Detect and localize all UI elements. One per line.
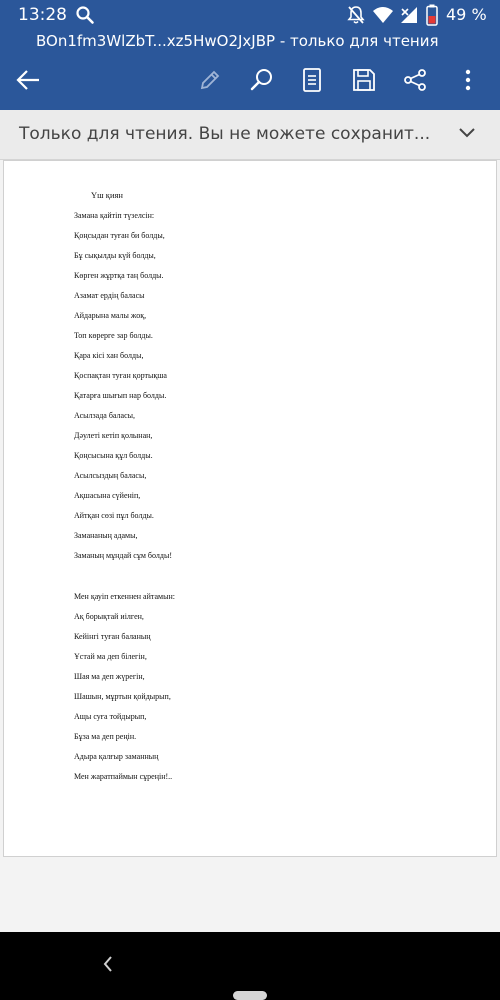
poem-body xyxy=(74,185,175,787)
poem-line: Шашын, мұртын қойдырып, xyxy=(74,692,171,701)
status-time: 13:28 xyxy=(18,5,67,25)
signal-icon xyxy=(399,5,419,30)
search-button[interactable] xyxy=(242,62,282,102)
poem-line: Бұза ма деп реңін. xyxy=(74,732,137,741)
poem-line: Ақ борықтай иілген, xyxy=(74,612,144,621)
battery-percentage: 49 % xyxy=(446,5,487,24)
app-bar xyxy=(0,0,500,110)
back-button[interactable] xyxy=(8,62,48,102)
poem-line: Адыра қалғыр заманның xyxy=(74,752,159,761)
status-bar xyxy=(0,0,500,30)
document-page[interactable] xyxy=(3,160,497,857)
reading-view-button[interactable] xyxy=(292,62,332,102)
wifi-icon xyxy=(372,5,394,30)
stanza-2 xyxy=(74,587,175,787)
poem-line: Ащы суға тойдырып, xyxy=(74,712,147,721)
chevron-left-icon xyxy=(103,956,113,977)
document-title: BOn1fm3WlZbT...xz5HwO2JxJBP - только для чтения xyxy=(36,32,439,50)
search-icon xyxy=(249,67,275,98)
poem-line: Қоңсыдан туған би болды, xyxy=(74,231,165,240)
poem-line: Асылсыздың баласы, xyxy=(74,471,147,480)
poem-title: Үш қиян xyxy=(91,190,123,200)
poem-line: Көрген жұртқа таң болды. xyxy=(74,271,164,280)
poem-line: Заманaның адамы, xyxy=(74,531,138,540)
poem-line: Қара кісі хан болды, xyxy=(74,351,144,360)
search-status-icon xyxy=(75,5,95,30)
poem-line: Қоспақтан туған қортықша xyxy=(74,371,167,380)
poem-line: Асылзада баласы, xyxy=(74,411,135,420)
read-only-banner[interactable] xyxy=(0,110,500,160)
back-arrow-icon xyxy=(15,69,41,96)
poem-line: Топ көрерге зар болды. xyxy=(74,331,153,340)
save-icon xyxy=(352,68,376,97)
poem-line: Айтқан сөзі пұл болды. xyxy=(74,511,154,520)
edit-button[interactable] xyxy=(190,62,230,102)
poem-line: Қоңсысына құл болды. xyxy=(74,451,153,460)
poem-line: Мен қауіп еткеннен айтамын: xyxy=(74,592,175,601)
expand-banner-button[interactable] xyxy=(455,120,479,148)
poem-line: Дәулеті кетіп қолынан, xyxy=(74,431,153,440)
poem-line: Айдарына малы жоқ, xyxy=(74,311,147,320)
poem-line: Бұ сықылды күй болды, xyxy=(74,251,156,260)
poem-line: Қатарға шығып нар болды. xyxy=(74,391,167,400)
share-icon xyxy=(403,68,427,97)
system-back-button[interactable] xyxy=(96,953,120,979)
edit-pencil-icon xyxy=(198,68,222,97)
poem-line: Ақшасына сүйеніп, xyxy=(74,491,141,500)
poem-line: Заманың мұндай сұм болды! xyxy=(74,551,172,560)
poem-line: Мен жаратпаймын сұреңін!.. xyxy=(74,772,173,781)
more-icon xyxy=(464,68,472,97)
poem-line: Шая ма деп жүрегін, xyxy=(74,672,145,681)
battery-icon xyxy=(426,4,438,31)
home-gesture-pill[interactable] xyxy=(233,991,267,1000)
chevron-down-icon xyxy=(459,125,475,143)
share-button[interactable] xyxy=(395,62,435,102)
stanza-gap xyxy=(74,566,175,587)
poem-line: Кейінгі туған баланың xyxy=(74,632,151,641)
read-only-message: Только для чтения. Вы не можете сохранит... xyxy=(19,124,431,144)
poem-line: Ұстай ма деп білегін, xyxy=(74,652,147,661)
notifications-off-icon xyxy=(347,5,365,30)
poem-line: Азамат ердің баласы xyxy=(74,291,145,300)
more-options-button[interactable] xyxy=(448,62,488,102)
save-button[interactable] xyxy=(344,62,384,102)
stanza-1 xyxy=(74,206,175,566)
reading-view-icon xyxy=(302,67,322,98)
poem-line: Заманa қайтіп түзелсін: xyxy=(74,211,155,220)
system-nav-bar xyxy=(0,932,500,1000)
